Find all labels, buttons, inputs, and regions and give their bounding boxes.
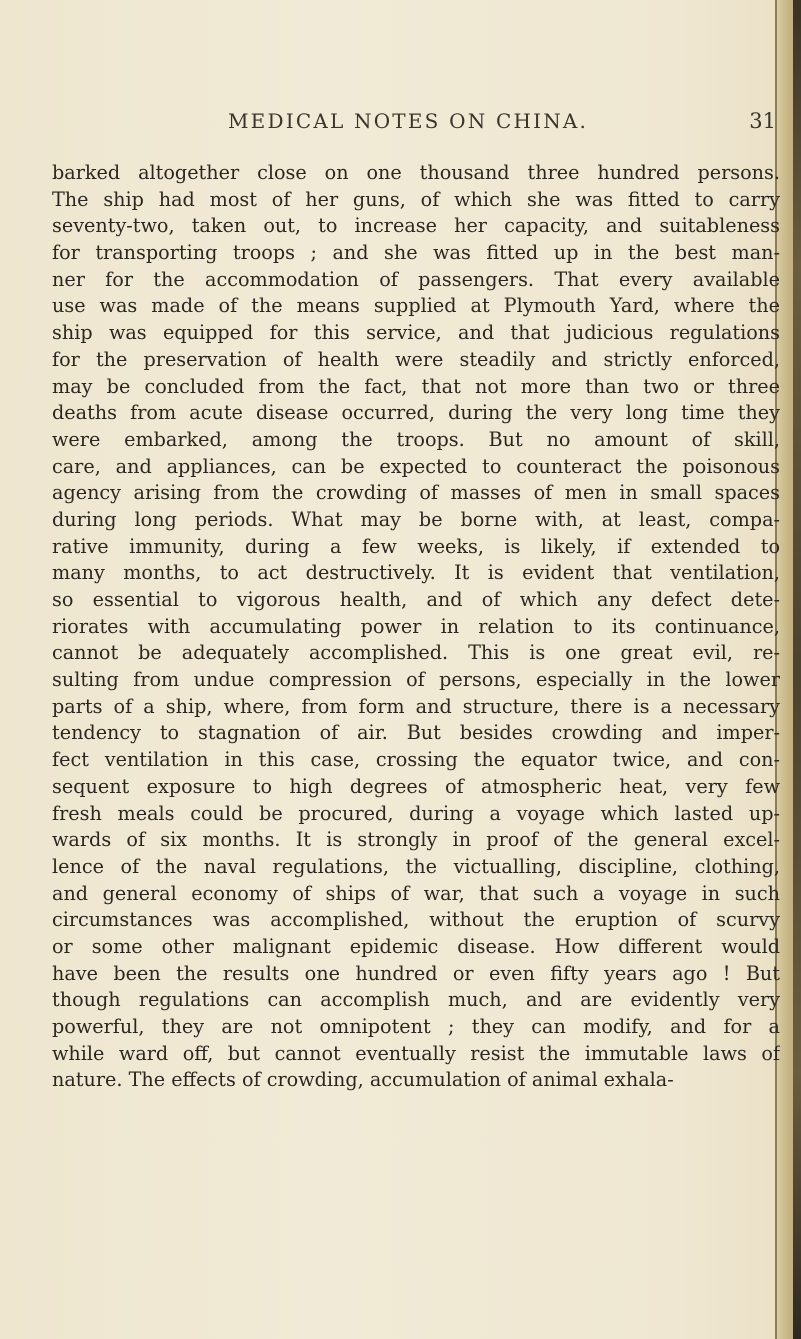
running-title: MEDICAL NOTES ON CHINA. — [228, 109, 589, 133]
text-line: fect ventilation in this case, crossing the equator twice, and con- — [52, 748, 780, 772]
text-line: sulting from undue compression of persons, especially in the lower — [52, 668, 780, 692]
text-line: for the preservation of health were steadily and strictly enforced, — [52, 347, 780, 371]
text-line: while ward off, but cannot eventually resist the immutable laws of — [52, 1041, 780, 1065]
text-line: many months, to act destructively. It is evident that ventilation, — [52, 561, 780, 585]
text-line: during long periods. What may be borne with, at least, compa- — [52, 507, 780, 531]
text-line: riorates with accumulating power in relation to its continuance, — [52, 614, 780, 638]
text-line: fresh meals could be procured, during a voyage which lasted up- — [52, 801, 780, 825]
text-line: have been the results one hundred or even fifty years ago ! But — [52, 961, 780, 985]
body-paragraph — [52, 160, 780, 1094]
text-line: may be concluded from the fact, that not more than two or three — [52, 374, 780, 398]
text-line: rative immunity, during a few weeks, is likely, if extended to — [52, 534, 780, 558]
text-line: or some other malignant epidemic disease. How different would — [52, 934, 780, 958]
text-line: were embarked, among the troops. But no amount of skill, — [52, 427, 780, 451]
page-number: 31 — [749, 109, 776, 133]
text-line: circumstances was accomplished, without the eruption of scurvy — [52, 908, 780, 932]
text-line: powerful, they are not omnipotent ; they can modify, and for a — [52, 1015, 780, 1038]
text-line: wards of six months. It is strongly in proof of the general excel- — [52, 828, 780, 852]
text-line: though regulations can accomplish much, and are evidently very — [52, 988, 780, 1012]
text-line: sequent exposure to high degrees of atmospheric heat, very few — [52, 774, 780, 798]
text-line: lence of the naval regulations, the victualling, discipline, clothing, — [52, 854, 780, 878]
text-line: nature. The effects of crowding, accumulation of animal exhala- — [52, 1068, 674, 1092]
text-line: parts of a ship, where, from form and structure, there is a necessary — [52, 694, 780, 718]
page-edge-shadow — [793, 0, 801, 1339]
text-line: tendency to stagnation of air. But besides crowding and imper- — [52, 721, 780, 745]
text-line: The ship had most of her guns, of which she was fitted to carry — [52, 187, 780, 211]
text-line: agency arising from the crowding of masses of men in small spaces — [52, 481, 780, 505]
text-line: deaths from acute disease occurred, during the very long time they — [52, 401, 780, 425]
text-line: use was made of the means supplied at Plymouth Yard, where the — [52, 294, 780, 318]
text-line: so essential to vigorous health, and of which any defect dete- — [52, 588, 780, 611]
text-line: and general economy of ships of war, that such a voyage in such — [52, 881, 780, 905]
text-line: for transporting troops ; and she was fitted up in the best man- — [52, 241, 780, 265]
text-line: cannot be adequately accomplished. This is one great evil, re- — [52, 641, 780, 665]
text-line: ner for the accommodation of passengers. That every available — [52, 267, 780, 291]
text-line: ship was equipped for this service, and that judicious regulations — [52, 321, 780, 345]
text-line: barked altogether close on one thousand three hundred persons. — [52, 161, 780, 184]
text-line: seventy-two, taken out, to increase her capacity, and suitableness — [52, 214, 780, 238]
running-header — [228, 106, 776, 136]
text-line: care, and appliances, can be expected to counteract the poisonous — [52, 454, 780, 478]
